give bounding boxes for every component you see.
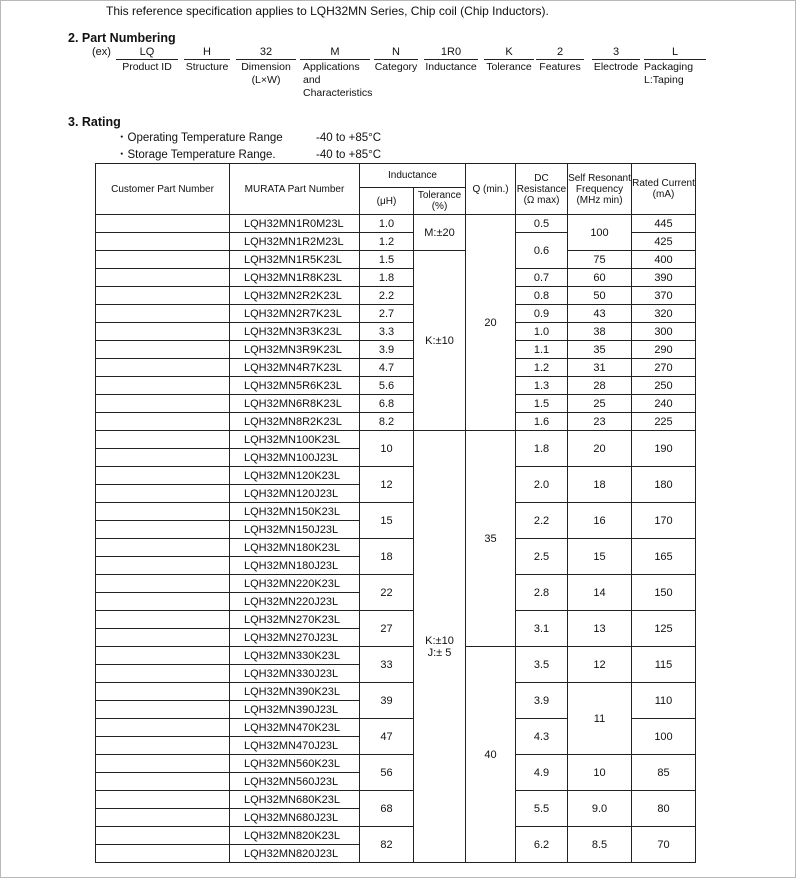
part-number-cell: LQH32MN220K23L: [230, 575, 360, 593]
dc-cell: 2.8: [516, 575, 568, 611]
part-number-cell: LQH32MN1R5K23L: [230, 251, 360, 269]
rated-cell: 390: [632, 269, 696, 287]
rated-cell: 290: [632, 341, 696, 359]
part-number-cell: LQH32MN560J23L: [230, 773, 360, 791]
rated-cell: 240: [632, 395, 696, 413]
rated-cell: 300: [632, 323, 696, 341]
dc-cell: 1.2: [516, 359, 568, 377]
rated-cell: 100: [632, 719, 696, 755]
q-cell: 35: [466, 431, 516, 647]
part-number-cell: LQH32MN4R7K23L: [230, 359, 360, 377]
srf-cell: 38: [568, 323, 632, 341]
srf-cell: 43: [568, 305, 632, 323]
inductance-cell: 2.7: [360, 305, 414, 323]
rated-cell: 165: [632, 539, 696, 575]
header-dc-resistance: DC Resistance (Ω max): [516, 164, 568, 215]
srf-cell: 60: [568, 269, 632, 287]
part-number-cell: LQH32MN5R6K23L: [230, 377, 360, 395]
pn-code-applications: M Applications and Characteristics: [300, 46, 370, 100]
customer-cell: [96, 647, 230, 665]
inductance-cell: 39: [360, 683, 414, 719]
rated-cell: 225: [632, 413, 696, 431]
customer-cell: [96, 359, 230, 377]
inductance-cell: 1.8: [360, 269, 414, 287]
customer-cell: [96, 521, 230, 539]
pn-code-packaging: L Packaging L:Taping: [644, 46, 706, 87]
srf-cell: 10: [568, 755, 632, 791]
srf-cell: 31: [568, 359, 632, 377]
customer-cell: [96, 287, 230, 305]
srf-cell: 20: [568, 431, 632, 467]
part-number-cell: LQH32MN1R0M23L: [230, 215, 360, 233]
header-srf: Self Resonant Frequency (MHz min): [568, 164, 632, 215]
customer-cell: [96, 341, 230, 359]
inductance-cell: 8.2: [360, 413, 414, 431]
inductance-cell: 68: [360, 791, 414, 827]
dc-cell: 6.2: [516, 827, 568, 863]
rated-cell: 125: [632, 611, 696, 647]
srf-cell: 18: [568, 467, 632, 503]
customer-cell: [96, 683, 230, 701]
srf-cell: 12: [568, 647, 632, 683]
dc-cell: 3.5: [516, 647, 568, 683]
customer-cell: [96, 575, 230, 593]
part-number-cell: LQH32MN2R2K23L: [230, 287, 360, 305]
part-number-cell: LQH32MN1R8K23L: [230, 269, 360, 287]
customer-cell: [96, 269, 230, 287]
header-customer-part-number: Customer Part Number: [96, 164, 230, 215]
tolerance-cell: M:±20: [414, 215, 466, 251]
customer-cell: [96, 557, 230, 575]
part-number-cell: LQH32MN120J23L: [230, 485, 360, 503]
part-number-cell: LQH32MN6R8K23L: [230, 395, 360, 413]
srf-cell: 16: [568, 503, 632, 539]
inductance-cell: 12: [360, 467, 414, 503]
rated-cell: 180: [632, 467, 696, 503]
dc-cell: 2.0: [516, 467, 568, 503]
part-number-cell: LQH32MN100J23L: [230, 449, 360, 467]
inductance-cell: 3.3: [360, 323, 414, 341]
customer-cell: [96, 845, 230, 863]
srf-cell: 50: [568, 287, 632, 305]
srf-cell: 13: [568, 611, 632, 647]
dc-cell: 3.1: [516, 611, 568, 647]
dc-cell: 5.5: [516, 791, 568, 827]
pn-code-dimension: 32 Dimension (L×W): [236, 46, 296, 87]
rated-cell: 445: [632, 215, 696, 233]
customer-cell: [96, 773, 230, 791]
part-numbering-heading: 2. Part Numbering: [68, 31, 176, 45]
dc-cell: 0.5: [516, 215, 568, 233]
pn-code-features: 2 Features: [536, 46, 584, 74]
dc-cell: 0.8: [516, 287, 568, 305]
srf-cell: 28: [568, 377, 632, 395]
part-number-cell: LQH32MN8R2K23L: [230, 413, 360, 431]
part-number-cell: LQH32MN470K23L: [230, 719, 360, 737]
part-number-cell: LQH32MN1R2M23L: [230, 233, 360, 251]
customer-cell: [96, 377, 230, 395]
pn-code-inductance: 1R0 Inductance: [425, 46, 477, 73]
tolerance-cell: K:±10 J:± 5: [414, 431, 466, 863]
inductance-cell: 1.2: [360, 233, 414, 251]
tolerance-cell: K:±10: [414, 251, 466, 431]
customer-cell: [96, 503, 230, 521]
inductance-cell: 15: [360, 503, 414, 539]
part-number-cell: LQH32MN3R3K23L: [230, 323, 360, 341]
header-murata-part-number: MURATA Part Number: [230, 164, 360, 215]
inductance-cell: 22: [360, 575, 414, 611]
customer-cell: [96, 449, 230, 467]
customer-cell: [96, 485, 230, 503]
part-number-cell: LQH32MN680K23L: [230, 791, 360, 809]
customer-cell: [96, 413, 230, 431]
inductance-cell: 56: [360, 755, 414, 791]
dc-cell: 1.8: [516, 431, 568, 467]
customer-cell: [96, 737, 230, 755]
customer-cell: [96, 395, 230, 413]
part-number-cell: LQH32MN150J23L: [230, 521, 360, 539]
srf-cell: 14: [568, 575, 632, 611]
dc-cell: 0.9: [516, 305, 568, 323]
rated-cell: 425: [632, 233, 696, 251]
rated-cell: 150: [632, 575, 696, 611]
srf-cell: 75: [568, 251, 632, 269]
customer-cell: [96, 215, 230, 233]
inductance-cell: 10: [360, 431, 414, 467]
header-rated-current: Rated Current (mA): [632, 164, 696, 215]
part-number-cell: LQH32MN560K23L: [230, 755, 360, 773]
rated-cell: 110: [632, 683, 696, 719]
customer-cell: [96, 629, 230, 647]
srf-cell: 15: [568, 539, 632, 575]
rated-cell: 370: [632, 287, 696, 305]
customer-cell: [96, 305, 230, 323]
dc-cell: 4.9: [516, 755, 568, 791]
customer-cell: [96, 233, 230, 251]
dc-cell: 3.9: [516, 683, 568, 719]
part-number-cell: LQH32MN680J23L: [230, 809, 360, 827]
inductance-cell: 5.6: [360, 377, 414, 395]
srf-cell: 9.0: [568, 791, 632, 827]
rated-cell: 80: [632, 791, 696, 827]
dc-cell: 1.6: [516, 413, 568, 431]
inductance-cell: 27: [360, 611, 414, 647]
rating-storage-temp: ・Storage Temperature Range. -40 to +85°C: [116, 149, 382, 161]
intro-text: This reference specification applies to LQH32MN Series, Chip coil (Chip Inductors).: [106, 4, 549, 18]
dc-cell: 2.5: [516, 539, 568, 575]
part-number-cell: LQH32MN390K23L: [230, 683, 360, 701]
customer-cell: [96, 665, 230, 683]
q-cell: 40: [466, 647, 516, 863]
customer-cell: [96, 467, 230, 485]
part-number-cell: LQH32MN180K23L: [230, 539, 360, 557]
header-inductance-unit: (μH): [360, 188, 414, 215]
inductance-cell: 6.8: [360, 395, 414, 413]
dc-cell: 1.5: [516, 395, 568, 413]
header-tolerance: Tolerance (%): [414, 188, 466, 215]
dc-cell: 0.7: [516, 269, 568, 287]
part-number-cell: LQH32MN820J23L: [230, 845, 360, 863]
dc-cell: 1.1: [516, 341, 568, 359]
srf-cell: 25: [568, 395, 632, 413]
part-number-cell: LQH32MN2R7K23L: [230, 305, 360, 323]
inductance-cell: 3.9: [360, 341, 414, 359]
rated-cell: 85: [632, 755, 696, 791]
part-number-cell: LQH32MN220J23L: [230, 593, 360, 611]
part-number-cell: LQH32MN100K23L: [230, 431, 360, 449]
inductance-cell: 1.0: [360, 215, 414, 233]
rated-cell: 270: [632, 359, 696, 377]
inductance-cell: 1.5: [360, 251, 414, 269]
inductance-cell: 82: [360, 827, 414, 863]
inductance-cell: 47: [360, 719, 414, 755]
customer-cell: [96, 323, 230, 341]
customer-cell: [96, 251, 230, 269]
srf-cell: 8.5: [568, 827, 632, 863]
dc-cell: 2.2: [516, 503, 568, 539]
srf-cell: 100: [568, 215, 632, 251]
srf-cell: 23: [568, 413, 632, 431]
example-label: (ex): [92, 46, 111, 58]
inductance-cell: 2.2: [360, 287, 414, 305]
q-cell: 20: [466, 215, 516, 431]
customer-cell: [96, 827, 230, 845]
customer-cell: [96, 809, 230, 827]
part-number-cell: LQH32MN470J23L: [230, 737, 360, 755]
dc-cell: 1.3: [516, 377, 568, 395]
part-number-cell: LQH32MN270K23L: [230, 611, 360, 629]
rated-cell: 250: [632, 377, 696, 395]
part-number-cell: LQH32MN3R9K23L: [230, 341, 360, 359]
rating-heading: 3. Rating: [68, 115, 121, 129]
pn-code-electrode: 3 Electrode: [593, 46, 639, 73]
rating-table: [95, 163, 696, 863]
part-number-cell: LQH32MN270J23L: [230, 629, 360, 647]
pn-code-tolerance: K Tolerance: [484, 46, 534, 74]
srf-cell: 35: [568, 341, 632, 359]
part-number-cell: LQH32MN120K23L: [230, 467, 360, 485]
pn-code-category: N Category: [374, 46, 418, 73]
customer-cell: [96, 611, 230, 629]
dc-cell: 1.0: [516, 323, 568, 341]
inductance-cell: 4.7: [360, 359, 414, 377]
dc-cell: 4.3: [516, 719, 568, 755]
customer-cell: [96, 431, 230, 449]
part-number-cell: LQH32MN150K23L: [230, 503, 360, 521]
rating-operating-temp: ・Operating Temperature Range -40 to +85°C: [116, 132, 382, 144]
customer-cell: [96, 719, 230, 737]
inductance-cell: 33: [360, 647, 414, 683]
srf-cell: 11: [568, 683, 632, 755]
header-q: Q (min.): [466, 164, 516, 215]
header-inductance: Inductance: [360, 164, 466, 188]
rated-cell: 320: [632, 305, 696, 323]
part-number-cell: LQH32MN330J23L: [230, 665, 360, 683]
customer-cell: [96, 701, 230, 719]
customer-cell: [96, 755, 230, 773]
rated-cell: 115: [632, 647, 696, 683]
rated-cell: 70: [632, 827, 696, 863]
pn-code-product-id: LQ Product ID: [116, 46, 178, 74]
customer-cell: [96, 593, 230, 611]
rated-cell: 400: [632, 251, 696, 269]
rated-cell: 190: [632, 431, 696, 467]
rated-cell: 170: [632, 503, 696, 539]
dc-cell: 0.6: [516, 233, 568, 269]
part-number-cell: LQH32MN820K23L: [230, 827, 360, 845]
pn-code-structure: H Structure: [185, 46, 229, 73]
part-number-cell: LQH32MN330K23L: [230, 647, 360, 665]
part-number-cell: LQH32MN180J23L: [230, 557, 360, 575]
inductance-cell: 18: [360, 539, 414, 575]
part-number-cell: LQH32MN390J23L: [230, 701, 360, 719]
customer-cell: [96, 791, 230, 809]
customer-cell: [96, 539, 230, 557]
